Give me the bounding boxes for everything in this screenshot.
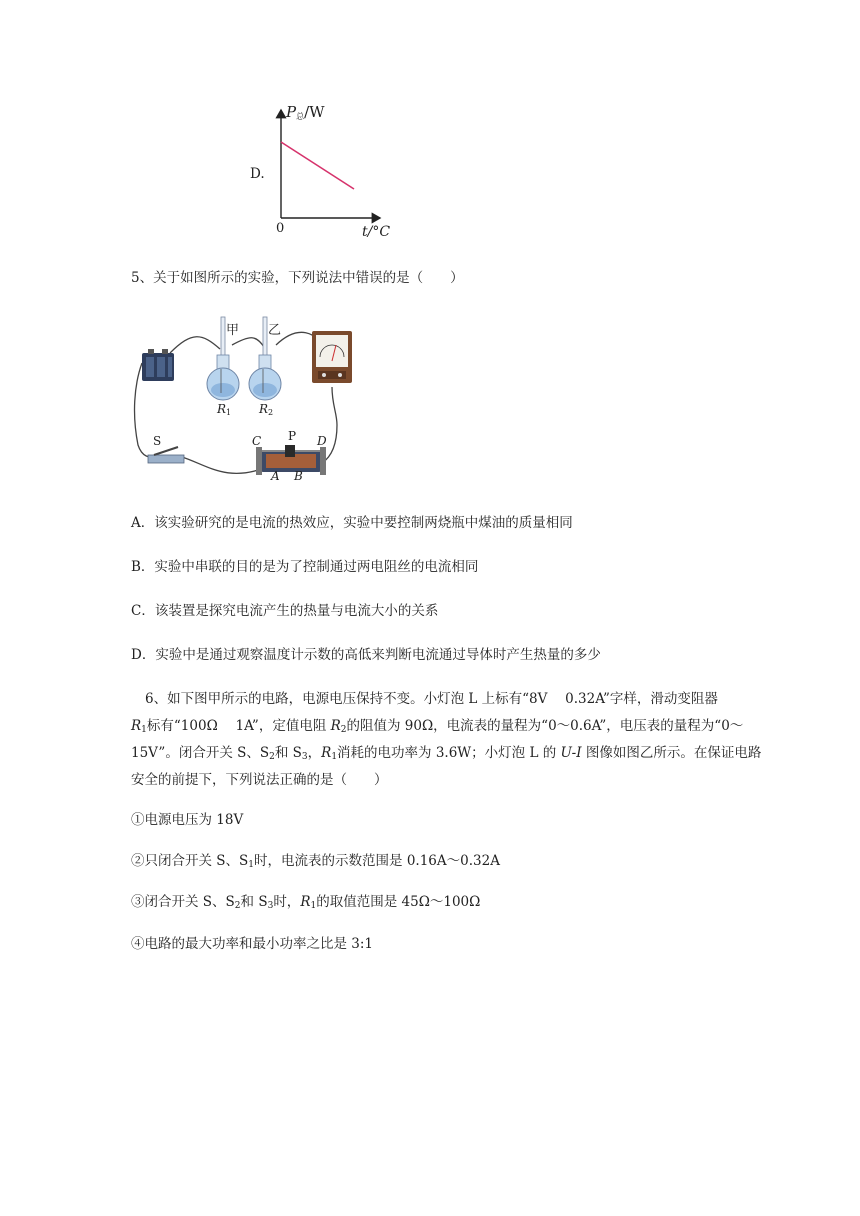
q6-statement-4: ④电路的最大功率和最小功率之比是 3:1 [131, 936, 374, 952]
label-b: B [294, 469, 303, 483]
label-r2: $R_2$ [259, 402, 274, 417]
q6-statement-3: ③闭合开关 S、$S_2$和 $S_3$时，$R_1$的取值范围是 45Ω～100Ω [131, 894, 481, 911]
q6-statement-1: ①电源电压为 18V [131, 812, 244, 828]
q6-statement-2: ②只闭合开关 S、$S_1$时，电流表的示数范围是 0.16A～0.32A [131, 853, 500, 870]
q6-stem-line-2: $R_1$标有“100Ω 1A”，定值电阻 $R_2$的阻值为 90Ω，电流表的量程为“0～0.6A”，电压表的量程为“0～ [131, 718, 744, 735]
label-p: P [288, 429, 297, 443]
q6-stem-line-1: 6、如下图甲所示的电路，电源电压保持不变。小灯泡 L 上标有“8V 0.32A”字样，滑动变阻器 [145, 691, 718, 707]
q6-stem-line-4: 安全的前提下，下列说法正确的是（ ） [131, 772, 388, 788]
rheostat-icon [256, 445, 326, 475]
switch-icon [148, 447, 184, 463]
x-axis-label: t/°C [362, 224, 391, 240]
option-d-label: D. [250, 166, 265, 182]
label-s: S [153, 434, 162, 448]
q5-option-d: D．实验中是通过观察温度计示数的高低来判断电流通过导体时产生热量的多少 [131, 647, 601, 663]
origin-label: 0 [276, 221, 285, 236]
q5-option-a: A．该实验研究的是电流的热效应，实验中要控制两烧瓶中煤油的质量相同 [131, 515, 573, 531]
q5-option-b: B．实验中串联的目的是为了控制通过两电阻丝的电流相同 [131, 559, 479, 575]
label-c: C [252, 434, 262, 448]
label-d: D [317, 434, 327, 448]
label-yi: 乙 [268, 323, 282, 338]
label-jia: 甲 [226, 323, 240, 338]
q5-option-c: C．该装置是探究电流产生的热量与电流大小的关系 [131, 603, 439, 619]
q6-stem-line-3: 15V”。闭合开关 S、$S_2$和 $S_3$，$R_1$消耗的电功率为 3.6W；小灯泡 L 的 U-I 图像如图乙所示。在保证电路 [131, 745, 762, 762]
ammeter-icon [312, 331, 352, 383]
label-r1: $R_1$ [217, 402, 232, 417]
battery-icon [142, 349, 174, 381]
y-axis-label: $P_总/W$ [286, 103, 325, 121]
q5-stem: 5、关于如图所示的实验，下列说法中错误的是（ ） [131, 270, 464, 286]
power-line [281, 142, 354, 189]
label-a: A [271, 469, 280, 483]
joule-heating-apparatus-figure [132, 305, 362, 495]
